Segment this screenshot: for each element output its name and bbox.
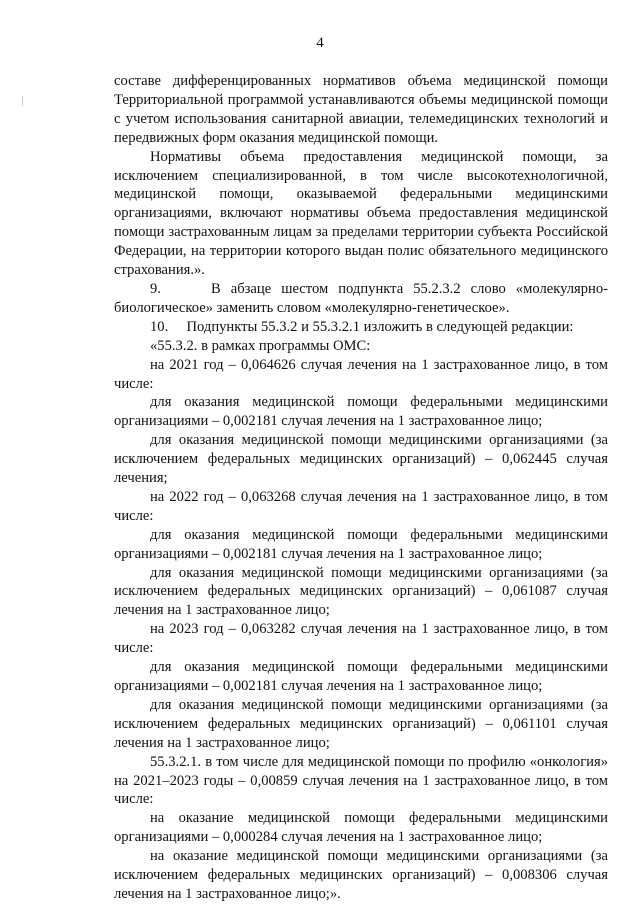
paragraph-2021-total: на 2021 год – 0,064626 случая лечения на 1 застрахованное лицо, в том числе: [114,356,608,392]
paragraph-55-3-2-1: 55.3.2.1. в том числе для медицинской помощи по профилю «онкология» на 2021–2023 годы – 0,00859 случая лечения на 1 застрахованное лицо, в том числе: [114,753,608,808]
paragraph-2021-other: для оказания медицинской помощи медицинскими организациями (за исключением федеральных медицинских организаций) – 0,062445 случая лечения; [114,432,608,487]
page-number: 4 [316,35,324,51]
paragraph-2023-federal: для оказания медицинской помощи федеральными медицинскими организациями – 0,002181 случая лечения на 1 застрахованное лицо; [114,659,608,694]
paragraph-2023-total: на 2023 год – 0,063282 случая лечения на 1 застрахованное лицо, в том числе: [114,621,608,657]
paragraph-2022-federal: для оказания медицинской помощи федеральными медицинскими организациями – 0,002181 случая лечения на 1 застрахованное лицо; [114,526,608,562]
paragraph-item-9: 9. В абзаце шестом подпункта 55.2.3.2 слово «молекулярно-биологическое» заменить словом «молекулярно-генетическое». [114,280,608,316]
paragraph-item-10: 10. Подпункты 55.3.2 и 55.3.2.1 изложить в следующей редакции: [150,318,574,335]
paragraph-2022-other: для оказания медицинской помощи медицинскими организациями (за исключением федеральных медицинских организаций) – 0,061087 случая лечения на 1 застрахованное лицо; [114,564,608,619]
paragraph-2023-other: для оказания медицинской помощи медицинскими организациями (за исключением федеральных медицинских организаций) – 0,061101 случая лечения на 1 застрахованное лицо; [114,696,608,751]
paragraph-volume-norms: Нормативы объема предоставления медицинской помощи, за исключением специализированной, в том числе высокотехнологичной, медицинской помощи, оказываемой федеральными медицинскими организациями, включают нормативы объема предоставления медицинской помощи застрахованным лицам за пределами территории субъекта Российской Федерации, на территории которого выдан полис обязательного медицинского страхования.». [114,148,608,279]
paragraph-continuation: составе дифференцированных нормативов объема медицинской помощи Территориальной программой устанавливаются объемы медицинской помощи с учетом использования санитарной авиации, телемедицинских технологий и передвижных форм оказания медицинской помощи. [114,73,608,146]
paragraph-2022-total: на 2022 год – 0,063268 случая лечения на 1 застрахованное лицо, в том числе: [114,488,608,524]
paragraph-oncology-federal: на оказание медицинской помощи федеральными медицинскими организациями – 0,000284 случая лечения на 1 застрахованное лицо; [114,810,608,846]
margin-mark [22,96,23,106]
paragraph-55-3-2: «55.3.2. в рамках программы ОМС: [150,337,371,354]
document-body [114,72,608,904]
paragraph-2021-federal: для оказания медицинской помощи федеральными медицинскими организациями – 0,002181 случая лечения на 1 застрахованное лицо; [114,394,608,430]
paragraph-oncology-other: на оказание медицинской помощи медицинскими организациями (за исключением федеральных медицинских организаций) – 0,008306 случая лечения на 1 застрахованное лицо;». [114,848,608,902]
